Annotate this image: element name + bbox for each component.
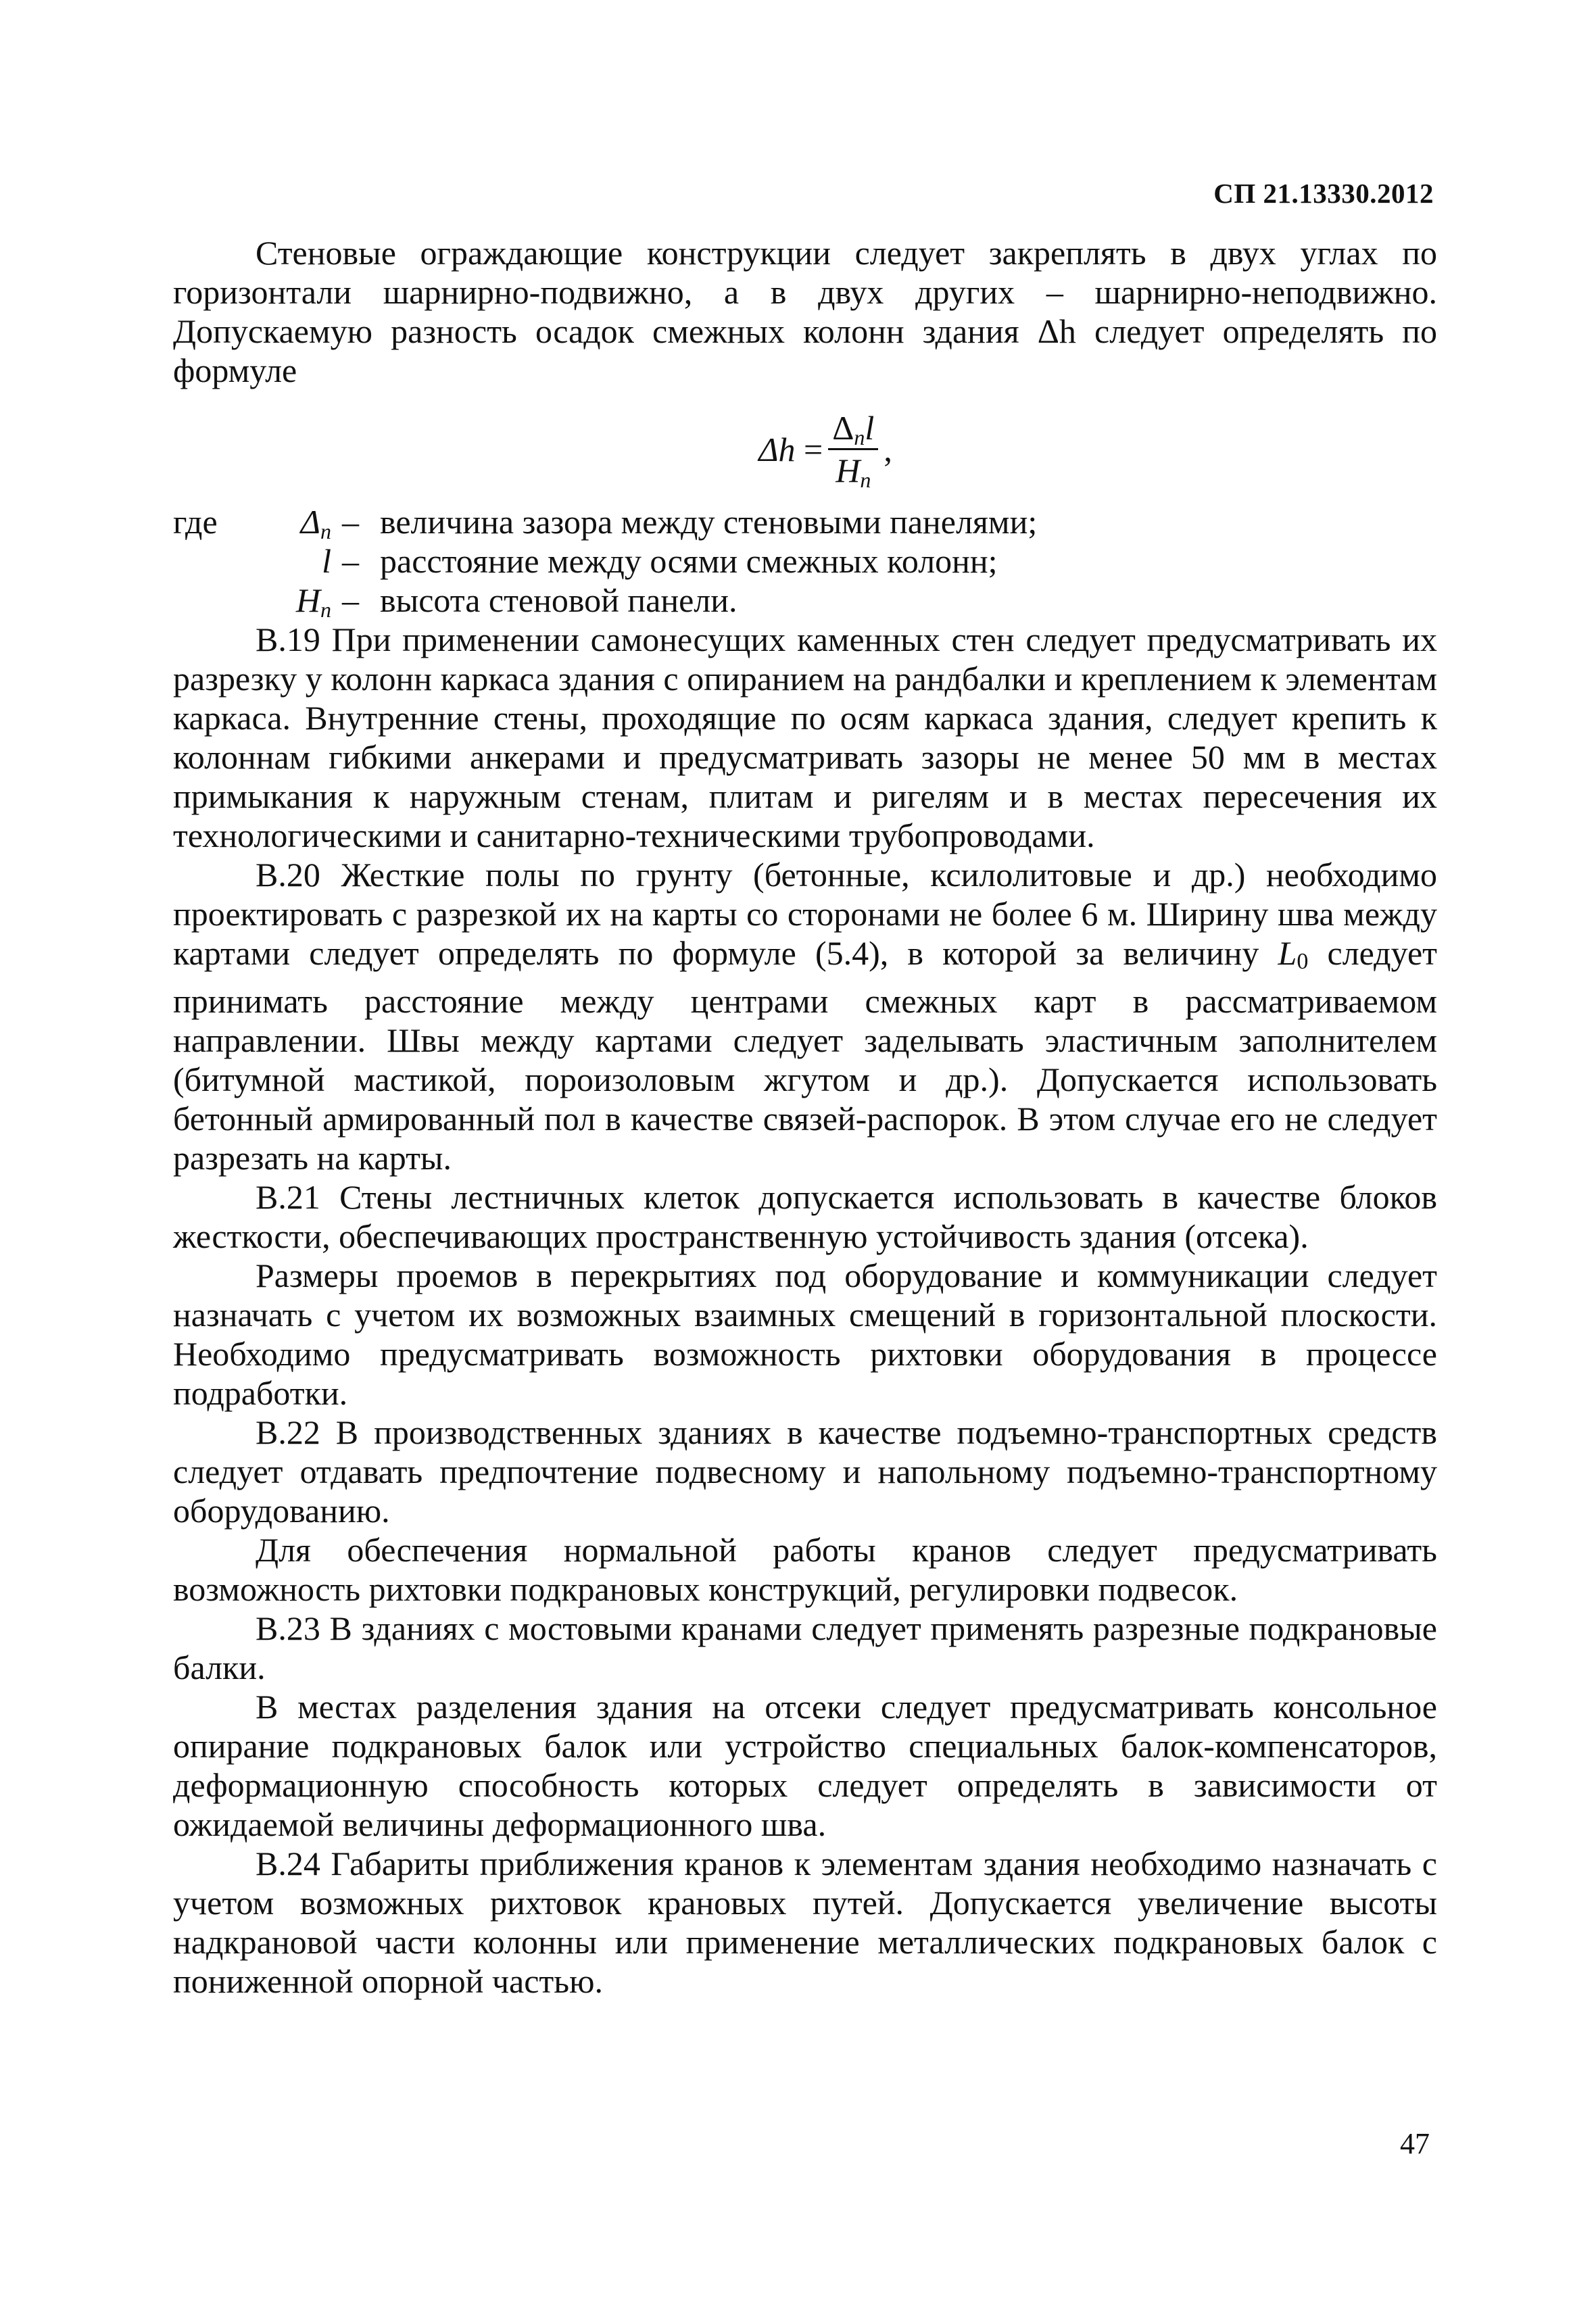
- formula-numerator: $\Delta_nl$: [828, 409, 878, 450]
- document-body: [173, 233, 1437, 2001]
- where-desc: величина зазора между стеновыми панелями;: [380, 503, 1038, 541]
- formula-lhs: Δh =: [758, 430, 823, 468]
- where-item-panel-height: [173, 581, 1437, 620]
- paragraph-wall-fixing: Стеновые ограждающие конструкции следует закреплять в двух углах по горизонтали шарнирно-подвижно, а в двух других – шарнирно-неподвижно. Допускаемую разность осадок смежных колонн здания Δh следует определять по формуле: [173, 234, 1437, 389]
- formula-fraction: [828, 409, 878, 492]
- paragraph-b20: [173, 855, 1437, 1177]
- where-intro: где: [173, 503, 218, 541]
- document-code: СП 21.13330.2012: [1213, 178, 1434, 209]
- settlement-formula: [173, 404, 1437, 491]
- paragraph-b19: В.19 При применении самонесущих каменных стен следует предусматривать их разрезку у колонн каркаса здания с опиранием на рандбалки и креплением к элементам каркаса. Внутренние стены, проходящие по осям каркаса здания, следует крепить к колоннам гибкими анкерами и предусматривать зазоры не менее 50 мм в местах примыкания к наружным стенам, плитам и ригелям и в местах пересечения их технологическими и санитарно-техническими трубопроводами.: [173, 620, 1437, 854]
- where-symbol-h: $H_n$: [295, 581, 331, 622]
- paragraph-b20-part2: следует принимать расстояние между центрами смежных карт в рассматриваемом направлении. Швы между картами следует заделывать эластичным заполнителем (битумной мастикой, пороизоловым жгутом и др.). Допускается использовать бетонный армированный пол в качестве связей-распорок. В этом случае его не следует разрезать на карты.: [173, 934, 1438, 1177]
- paragraph-b22-cranes: Для обеспечения нормальной работы кранов следует предусматривать возможность рихтовки подкрановых конструкций, регулировки подвесок.: [173, 1531, 1437, 1608]
- paragraph-b21: В.21 Стены лестничных клеток допускается использовать в качестве блоков жесткости, обеспечивающих пространственную устойчивость здания (отсека).: [173, 1178, 1437, 1255]
- where-symbol-l: l: [322, 542, 331, 580]
- paragraph-b20-part1: В.20 Жесткие полы по грунту (бетонные, ксилолитовые и др.) необходимо проектировать с разрезкой их на карты со сторонами не более 6 м. Ширину шва между картами следует определять по формуле (5.4), в которой за величину: [173, 856, 1437, 972]
- paragraph-b22: В.22 В производственных зданиях в качестве подъемно-транспортных средств следует отдавать предпочтение подвесному и напольному подъемно-транспортному оборудованию.: [173, 1413, 1437, 1530]
- where-item-column-spacing: [173, 541, 1437, 581]
- where-item-gap: [173, 502, 1437, 541]
- page-number: 47: [1400, 2127, 1430, 2160]
- formula-trailing: ,: [884, 430, 892, 468]
- where-desc: высота стеновой панели.: [380, 581, 737, 619]
- paragraph-b24: В.24 Габариты приближения кранов к элементам здания необходимо назначать с учетом возможных рихтовок крановых путей. Допускается увеличение высоты надкрановой части колонны или применение металлических подкрановых балок с пониженной опорной частью.: [173, 1845, 1437, 2000]
- where-list: [173, 502, 1437, 620]
- paragraph-b21-openings: Размеры проемов в перекрытиях под оборудование и коммуникации следует назначать с учетом их возможных взаимных смещений в горизонтальной плоскости. Необходимо предусматривать возможность рихтовки оборудования в процессе подработки.: [173, 1257, 1437, 1412]
- where-dash: –: [342, 542, 359, 580]
- formula-denominator: $H_n$: [836, 452, 871, 492]
- symbol-l0-subscript: 0: [1297, 949, 1309, 974]
- where-symbol-delta: $\Delta_n$: [300, 503, 331, 543]
- where-dash: –: [342, 581, 359, 619]
- paragraph-b23-compensators: В местах разделения здания на отсеки следует предусматривать консольное опирание подкрановых балок или устройство специальных балок-компенсаторов, деформационную способность которых следует определять в зависимости от ожидаемой величины деформационного шва.: [173, 1688, 1437, 1843]
- paragraph-b23: В.23 В зданиях с мостовыми кранами следует применять разрезные подкрановые балки.: [173, 1609, 1437, 1686]
- where-dash: –: [342, 503, 359, 541]
- where-desc: расстояние между осями смежных колонн;: [380, 542, 998, 580]
- symbol-l0: L: [1278, 934, 1297, 972]
